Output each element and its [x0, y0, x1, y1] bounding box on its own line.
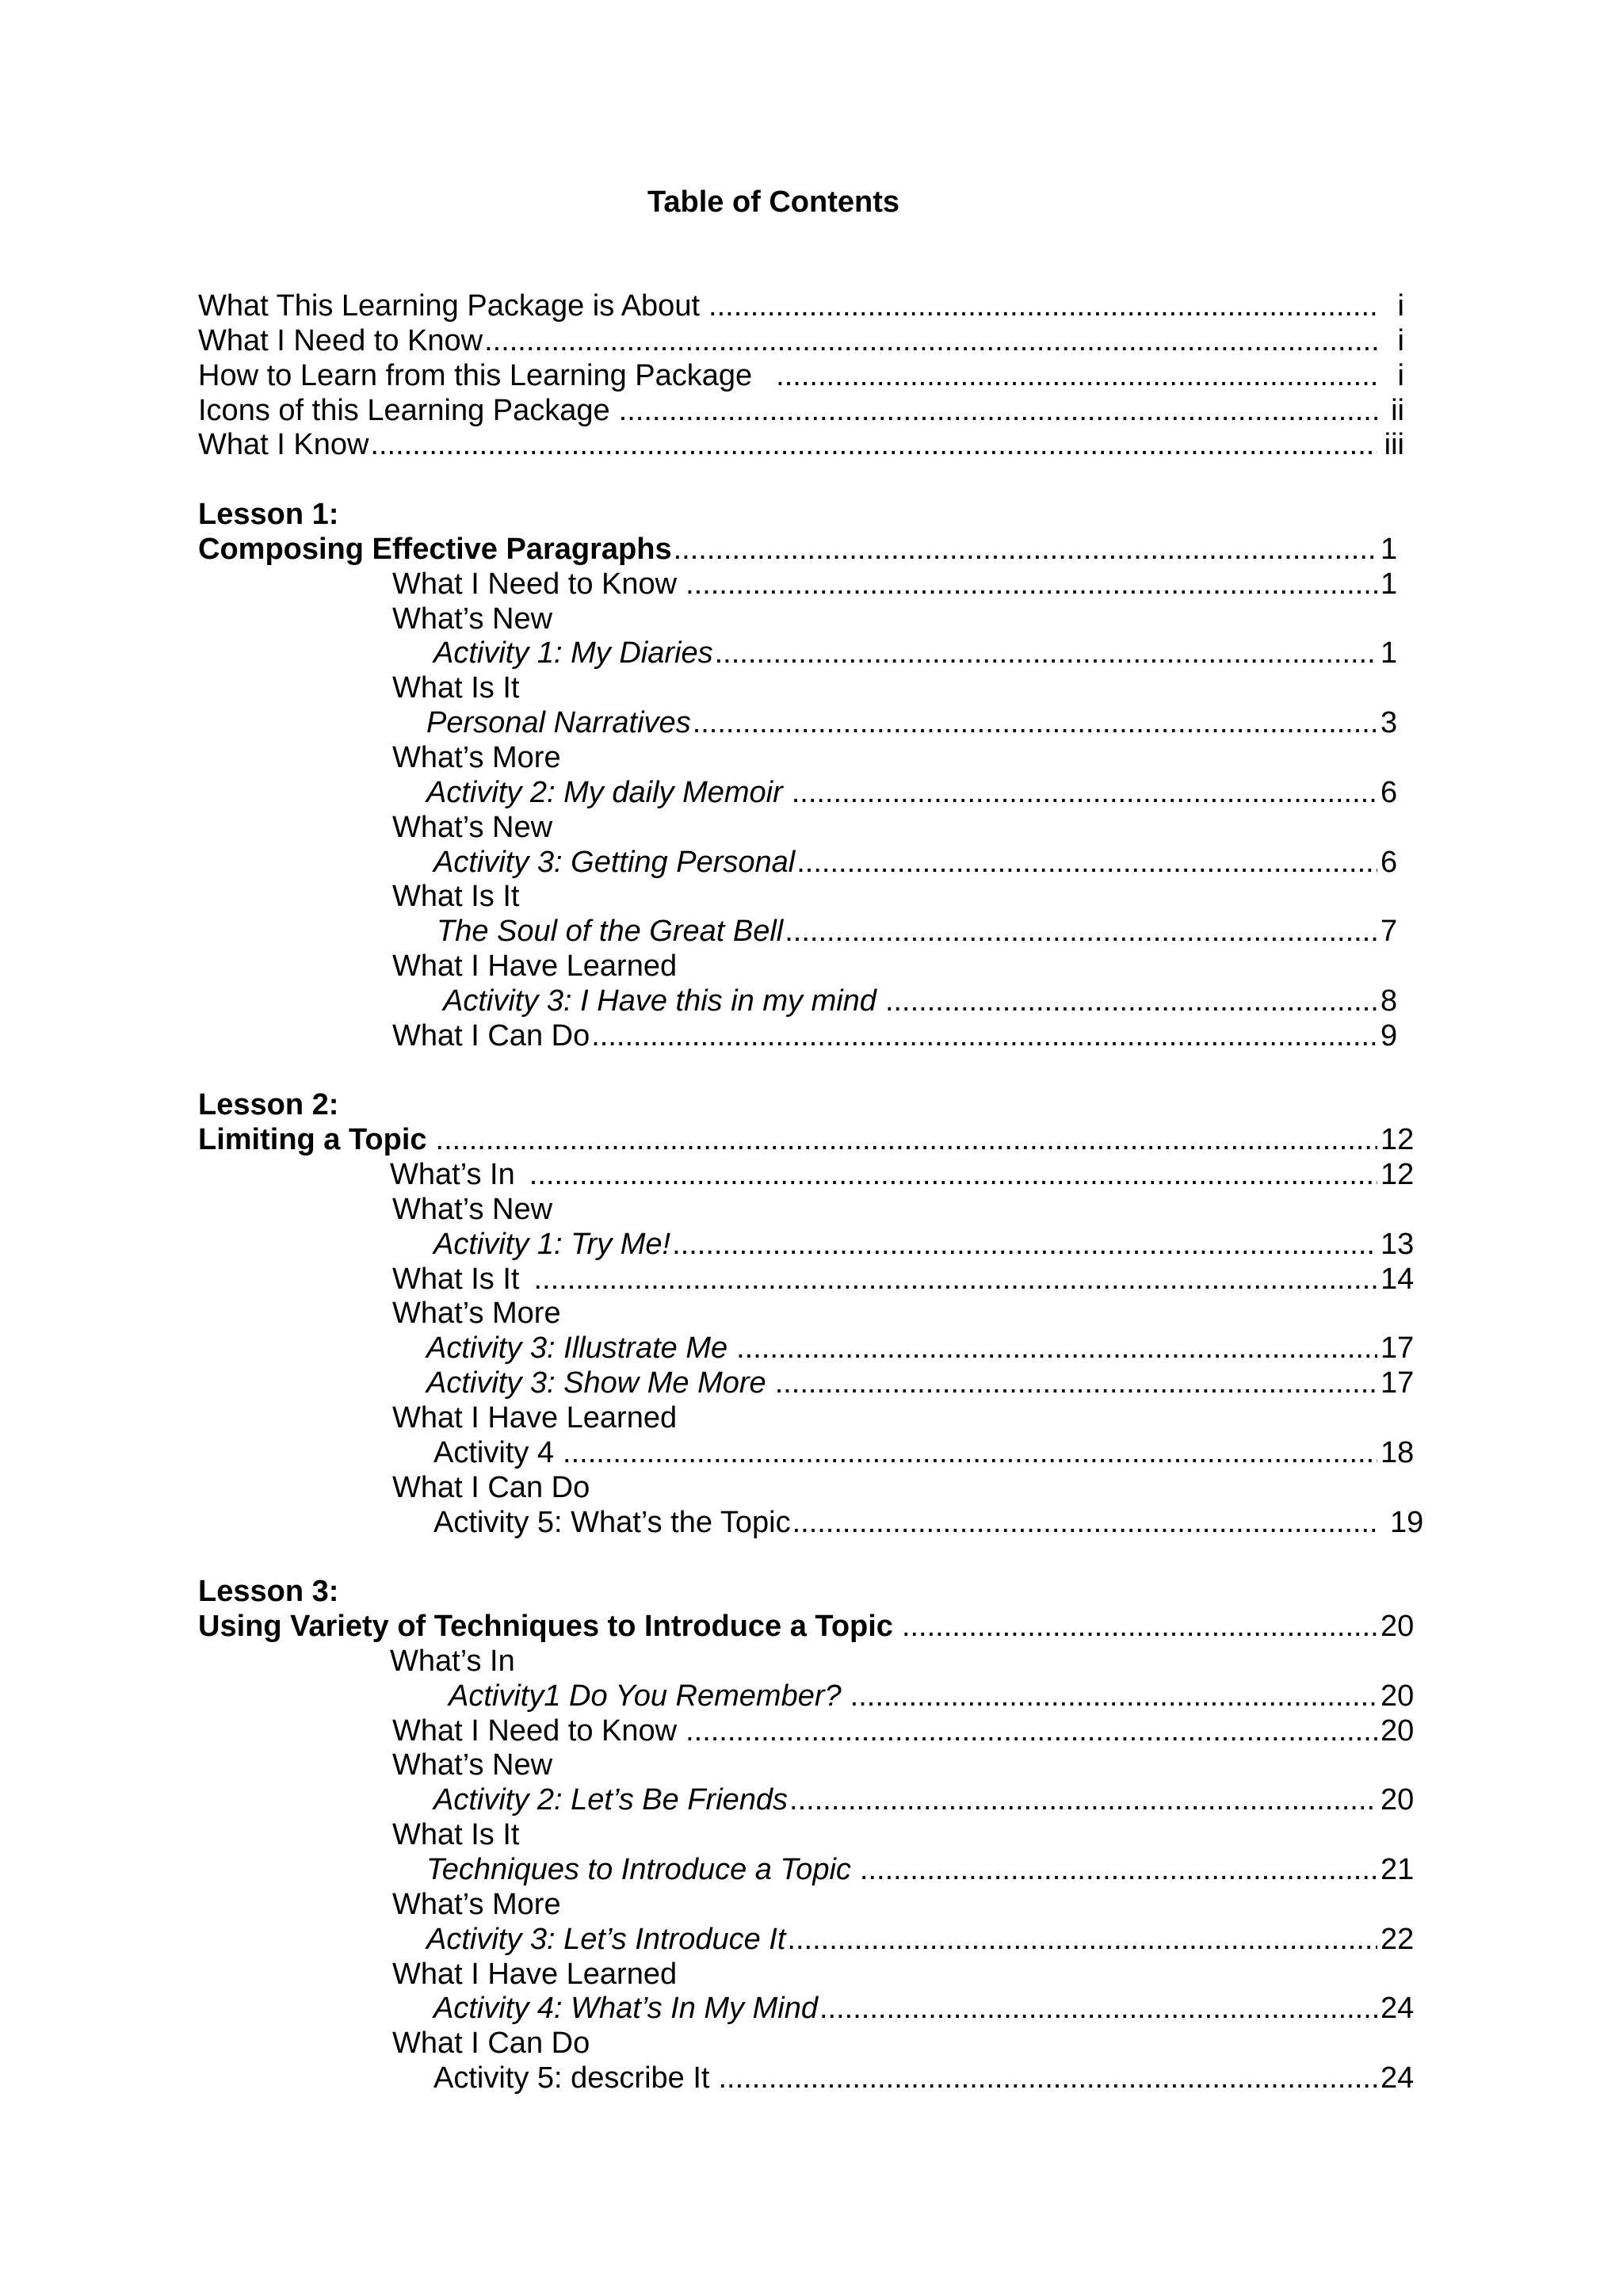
entry-label: Activity 2: Let’s Be Friends: [433, 1783, 789, 1817]
toc-entry: [198, 359, 1426, 394]
dot-leader: [563, 1436, 1377, 1471]
page-number: 21: [1381, 1852, 1415, 1886]
toc-entry: [198, 1748, 1426, 1783]
toc-entry: [198, 1158, 1426, 1193]
dot-leader: [484, 324, 1377, 359]
entry-label: Activity 3: Let’s Introduce It: [426, 1922, 786, 1956]
page-number: 19: [1390, 1505, 1424, 1539]
toc-entry: [198, 1436, 1426, 1471]
toc-entry: [198, 846, 1426, 881]
entry-label: What’s More: [392, 1887, 561, 1921]
page-number: 14: [1381, 1262, 1415, 1296]
page-number: 6: [1381, 775, 1398, 809]
toc-entry: [198, 1019, 1426, 1054]
toc-entry: [198, 1193, 1426, 1228]
page-number: 20: [1381, 1610, 1415, 1644]
dot-leader: [792, 776, 1377, 811]
dot-leader: [529, 1158, 1377, 1193]
dot-leader: [708, 289, 1377, 324]
toc-entry: [198, 741, 1426, 776]
entry-label: What I Can Do: [392, 2027, 590, 2061]
toc-entry: [198, 1263, 1426, 1297]
entry-label: Activity 3: I Have this in my mind: [443, 984, 876, 1018]
dot-leader: [533, 1263, 1377, 1297]
page-title: Table of Contents: [647, 185, 900, 219]
toc-entry: [198, 602, 1426, 637]
entry-label: Personal Narratives: [426, 706, 691, 740]
toc-entry: [198, 949, 1426, 984]
dot-leader: [902, 1610, 1377, 1645]
dot-leader: [885, 984, 1377, 1019]
entry-label: Activity 4: What’s In My Mind: [433, 1992, 818, 2026]
page-number: i: [1397, 289, 1404, 323]
page-number: 24: [1381, 2061, 1415, 2095]
dot-leader: [785, 915, 1377, 949]
dot-leader: [685, 567, 1377, 602]
page-number: i: [1397, 358, 1404, 392]
entry-label: Techniques to Introduce a Topic: [426, 1852, 851, 1886]
dot-leader: [619, 394, 1377, 429]
entry-label: Activity 1: My Diaries: [433, 636, 713, 670]
toc-entry: [198, 289, 1426, 324]
page-number: 1: [1381, 532, 1398, 566]
toc-entry: [198, 811, 1426, 846]
toc-entry: [198, 1506, 1426, 1541]
entry-label: What’s New: [392, 810, 553, 844]
entry-label: Icons of this Learning Package: [198, 393, 610, 427]
page-number: iii: [1384, 428, 1404, 462]
lesson-title: Limiting a Topic: [198, 1123, 427, 1157]
page-number: 3: [1381, 706, 1398, 740]
toc-entry: [198, 1923, 1426, 1958]
entry-label: Activity 3: Illustrate Me: [426, 1331, 728, 1366]
lesson-title-entry: [198, 1123, 1426, 1158]
dot-leader: [715, 636, 1377, 671]
page-number: 17: [1381, 1331, 1415, 1366]
dot-leader: [685, 1714, 1377, 1749]
entry-label: What’s More: [392, 1297, 561, 1331]
entry-label: Activity 1: Try Me!: [433, 1227, 671, 1261]
page-number: 1: [1381, 636, 1398, 670]
table-of-contents: [198, 289, 1426, 2096]
toc-entry: [198, 1331, 1426, 1366]
spacer: [198, 1054, 1426, 1089]
entry-label: What I Need to Know: [392, 567, 678, 601]
toc-entry: [198, 1992, 1426, 2027]
toc-entry: [198, 1645, 1426, 1679]
entry-label: What This Learning Package is About: [198, 289, 701, 323]
page-number: 20: [1381, 1783, 1415, 1817]
toc-entry: [198, 394, 1426, 429]
page-number: 17: [1381, 1366, 1415, 1400]
page-number: 20: [1381, 1679, 1415, 1713]
entry-label: Activity 2: My daily Memoir: [426, 775, 783, 809]
toc-entry: [198, 567, 1426, 602]
lesson-heading-label: Lesson 3:: [198, 1575, 339, 1609]
lesson-heading-label: Lesson 2:: [198, 1088, 339, 1122]
page-number: 22: [1381, 1922, 1415, 1956]
lesson-title-entry: [198, 533, 1426, 567]
lesson-title-entry: [198, 1610, 1426, 1645]
dot-leader: [787, 1923, 1377, 1958]
dot-leader: [860, 1853, 1377, 1888]
dot-leader: [693, 706, 1377, 741]
toc-entry: [198, 1471, 1426, 1506]
entry-label: Activity 3: Getting Personal: [433, 845, 796, 879]
entry-label: What I Can Do: [392, 1470, 590, 1504]
page-number: i: [1397, 323, 1404, 357]
lesson-heading-label: Lesson 1:: [198, 498, 339, 532]
toc-entry: [198, 1714, 1426, 1749]
page-number: ii: [1391, 393, 1404, 427]
entry-label: Activity 5: describe It: [433, 2061, 710, 2095]
entry-label: How to Learn from this Learning Package: [198, 358, 753, 392]
entry-label: What Is It: [392, 1262, 520, 1296]
page-number: 7: [1381, 915, 1398, 949]
entry-label: What’s New: [392, 602, 553, 636]
dot-leader: [736, 1331, 1377, 1366]
entry-label: What I Can Do: [392, 1018, 590, 1052]
page-number: 18: [1381, 1435, 1415, 1469]
entry-label: What’s In: [390, 1644, 515, 1678]
toc-entry: [198, 2061, 1426, 2096]
page-number: 8: [1381, 984, 1398, 1018]
toc-entry: [198, 1366, 1426, 1401]
lesson-section: [198, 1575, 1426, 2096]
entry-label: What I Have Learned: [392, 949, 678, 984]
entry-label: What Is It: [392, 671, 520, 705]
dot-leader: [370, 428, 1377, 463]
entry-label: Activity 5: What’s the Topic: [433, 1505, 791, 1539]
toc-entry: [198, 776, 1426, 811]
entry-label: Activity1 Do You Remember?: [449, 1679, 842, 1713]
entry-label: Activity 3: Show Me More: [426, 1366, 766, 1400]
entry-label: What Is It: [392, 1818, 520, 1852]
page-number: 6: [1381, 845, 1398, 879]
toc-entry: [198, 1401, 1426, 1436]
lesson-heading: [198, 498, 1426, 533]
lesson-heading: [198, 1575, 1426, 1610]
toc-entry: [198, 428, 1426, 463]
entry-label: What I Know: [198, 428, 369, 462]
toc-entry: [198, 324, 1426, 359]
entry-label: What I Need to Know: [198, 323, 483, 357]
toc-entry: [198, 2027, 1426, 2061]
dot-leader: [775, 1366, 1377, 1401]
lesson-title: Using Variety of Techniques to Introduce a Topic: [198, 1610, 893, 1644]
dot-leader: [796, 846, 1377, 881]
dot-leader: [776, 359, 1377, 394]
dot-leader: [850, 1679, 1377, 1714]
page-number: 1: [1381, 567, 1398, 601]
dot-leader: [792, 1506, 1377, 1541]
dot-leader: [819, 1992, 1377, 2027]
toc-entry: [198, 1783, 1426, 1818]
toc-entry: [198, 636, 1426, 671]
entry-label: What Is It: [392, 880, 520, 914]
entry-label: What I Have Learned: [392, 1957, 678, 1991]
dot-leader: [718, 2061, 1377, 2096]
toc-entry: [198, 1888, 1426, 1923]
lesson-heading: [198, 1088, 1426, 1123]
toc-entry: [198, 671, 1426, 706]
entry-label: What’s In: [390, 1158, 515, 1192]
toc-entry: [198, 1958, 1426, 1992]
lesson-section: [198, 1088, 1426, 1540]
lesson-section: [198, 498, 1426, 1054]
page-number: 13: [1381, 1227, 1415, 1261]
toc-entry: [198, 1679, 1426, 1714]
toc-entry: [198, 1818, 1426, 1853]
toc-entry: [198, 1853, 1426, 1888]
entry-label: What’s More: [392, 740, 561, 774]
spacer: [198, 1540, 1426, 1575]
entry-label: What’s New: [392, 1748, 553, 1782]
dot-leader: [789, 1783, 1377, 1818]
entry-label: What I Need to Know: [392, 1713, 678, 1748]
entry-label: What’s New: [392, 1192, 553, 1226]
page-number: 20: [1381, 1713, 1415, 1748]
toc-entry: [198, 880, 1426, 915]
dot-leader: [672, 1228, 1377, 1263]
page-number: 24: [1381, 1992, 1415, 2026]
entry-label: The Soul of the Great Bell: [437, 915, 784, 949]
page-number: 12: [1381, 1158, 1415, 1192]
entry-label: What I Have Learned: [392, 1401, 678, 1435]
toc-entry: [198, 984, 1426, 1019]
dot-leader: [436, 1123, 1377, 1158]
entry-label: Activity 4: [433, 1435, 555, 1469]
dot-leader: [674, 533, 1377, 567]
spacer: [198, 463, 1426, 498]
page-number: 12: [1381, 1123, 1415, 1157]
toc-entry: [198, 706, 1426, 741]
toc-entry: [198, 915, 1426, 949]
toc-entry: [198, 1228, 1426, 1263]
page-number: 9: [1381, 1018, 1398, 1052]
lesson-title: Composing Effective Paragraphs: [198, 532, 672, 566]
toc-entry: [198, 1297, 1426, 1331]
dot-leader: [591, 1019, 1377, 1054]
front-matter-section: [198, 289, 1426, 463]
